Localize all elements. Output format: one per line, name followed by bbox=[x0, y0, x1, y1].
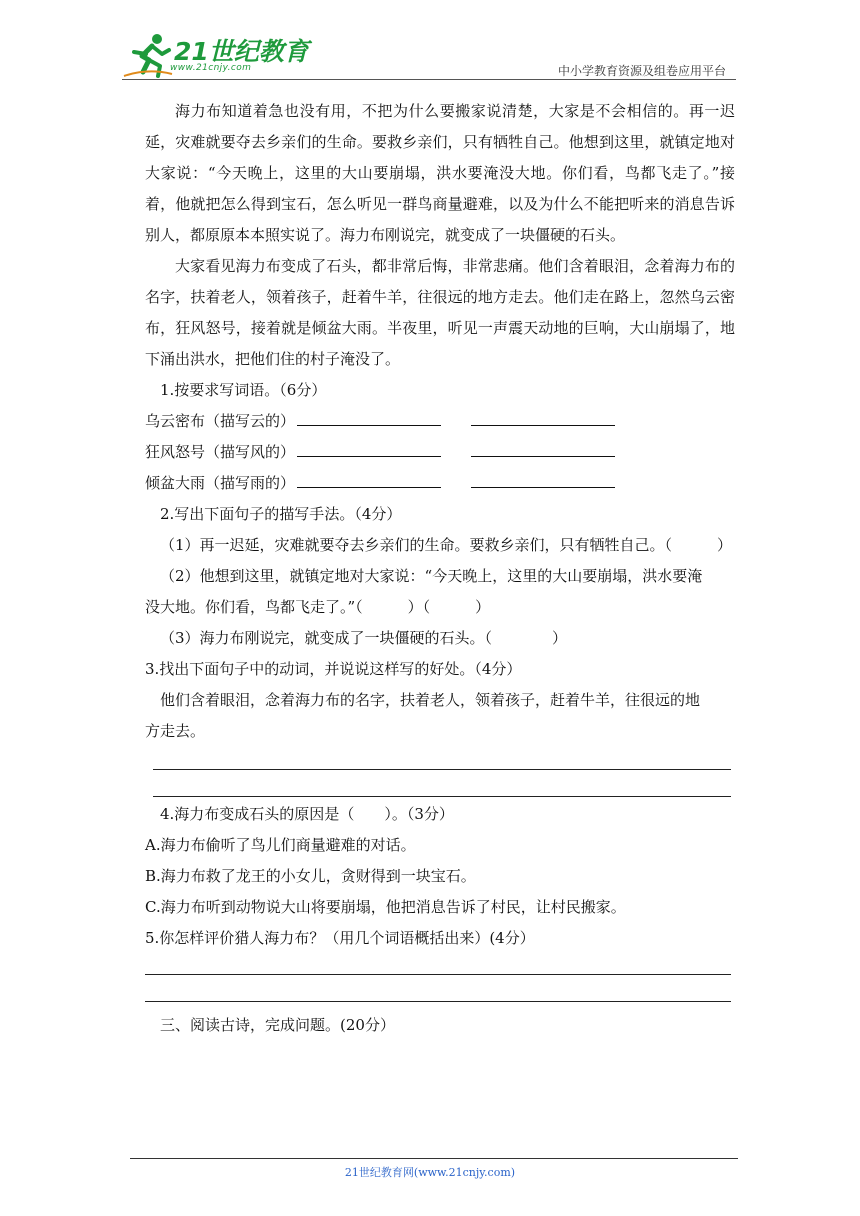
answer-blank[interactable] bbox=[297, 438, 441, 457]
answer-line[interactable] bbox=[153, 770, 731, 797]
document-body bbox=[145, 96, 735, 1041]
logo bbox=[122, 30, 309, 80]
question-2-sentence-3: （3）海力布刚说完，就变成了一块僵硬的石头。（ ） bbox=[160, 629, 568, 647]
q1-row-label: 乌云密布（描写云的） bbox=[145, 412, 296, 430]
question-3-title: 3.找出下面句子中的动词，并说说这样写的好处。（4分） bbox=[145, 660, 522, 678]
question-4-option-c: C.海力布听到动物说大山将要崩塌，他把消息告诉了村民，让村民搬家。 bbox=[145, 898, 626, 916]
question-2-sentence-2b: 没大地。你们看，鸟都飞走了。”（ ）（ ） bbox=[145, 598, 491, 616]
question-1-title: 1.按要求写词语。（6分） bbox=[160, 381, 327, 399]
answer-blank[interactable] bbox=[471, 438, 615, 457]
footer-text: 21世纪教育网(www.21cnjy.com) bbox=[344, 1166, 516, 1179]
q1-row-label: 倾盆大雨（描写雨的） bbox=[145, 474, 296, 492]
question-4-option-b: B.海力布救了龙王的小女儿，贪财得到一块宝石。 bbox=[145, 867, 476, 885]
question-2-sentence-1: （1）再一迟延，灾难就要夺去乡亲们的生命。要救乡亲们，只有牺牲自己。（ ） bbox=[160, 536, 733, 554]
answer-line[interactable] bbox=[145, 975, 731, 1002]
q1-row-label: 狂风怒号（描写风的） bbox=[145, 443, 296, 461]
question-4-title: 4.海力布变成石头的原因是（ ）。（3分） bbox=[160, 805, 454, 823]
logo-url: www.21cnjy.com bbox=[170, 63, 252, 73]
answer-blank[interactable] bbox=[297, 469, 441, 488]
answer-blank[interactable] bbox=[471, 469, 615, 488]
answer-blank[interactable] bbox=[471, 407, 615, 426]
header-platform-text: 中小学教育资源及组卷应用平台 bbox=[557, 64, 726, 78]
answer-blank[interactable] bbox=[297, 407, 441, 426]
page-header bbox=[0, 0, 860, 90]
runner-logo-icon bbox=[122, 30, 174, 80]
section-3-heading: 三、阅读古诗，完成问题。(20分） bbox=[160, 1016, 395, 1034]
question-1-row-3 bbox=[145, 468, 735, 499]
passage-paragraph-1: 海力布知道着急也没有用，不把为什么要搬家说清楚，大家是不会相信的。再一迟延，灾难就要夺去乡亲们的生命。要救乡亲们，只有牺牲自己。他想到这里，就镇定地对大家说：“今天晚上，这里的大山要崩塌，洪水要淹没大地。你们看，鸟都飞走了。”接着，他就把怎么得到宝石，怎么听见一群鸟商量避难，以及为什么不能把听来的消息告诉别人，都原原本本照实说了。海力布刚说完，就变成了一块僵硬的石头。 bbox=[145, 102, 735, 244]
answer-line[interactable] bbox=[153, 743, 731, 770]
question-4-option-a: A.海力布偷听了鸟儿们商量避难的对话。 bbox=[145, 836, 416, 854]
logo-text: 21世纪教育 bbox=[174, 37, 309, 66]
footer-divider bbox=[130, 1158, 738, 1159]
question-3-sentence-b: 方走去。 bbox=[145, 722, 206, 740]
question-2-title: 2.写出下面句子的描写手法。（4分） bbox=[160, 505, 402, 523]
question-3-sentence-a: 他们含着眼泪，念着海力布的名字，扶着老人，领着孩子，赶着牛羊，往很远的地 bbox=[160, 691, 701, 709]
question-5-title: 5.你怎样评价猎人海力布？（用几个词语概括出来）(4分） bbox=[145, 929, 535, 947]
header-divider bbox=[122, 79, 736, 80]
passage-paragraph-2: 大家看见海力布变成了石头，都非常后悔，非常悲痛。他们含着眼泪，念着海力布的名字，扶着老人，领着孩子，赶着牛羊，往很远的地方走去。他们走在路上，忽然乌云密布，狂风怒号，接着就是倾盆大雨。半夜里，听见一声震天动地的巨响，大山崩塌了，地下涌出洪水，把他们住的村子淹没了。 bbox=[145, 257, 735, 368]
question-2-sentence-2a: （2）他想到这里，就镇定地对大家说：“今天晚上，这里的大山要崩塌，洪水要淹 bbox=[160, 567, 703, 585]
question-1-row-1 bbox=[145, 406, 735, 437]
question-1-row-2 bbox=[145, 437, 735, 468]
